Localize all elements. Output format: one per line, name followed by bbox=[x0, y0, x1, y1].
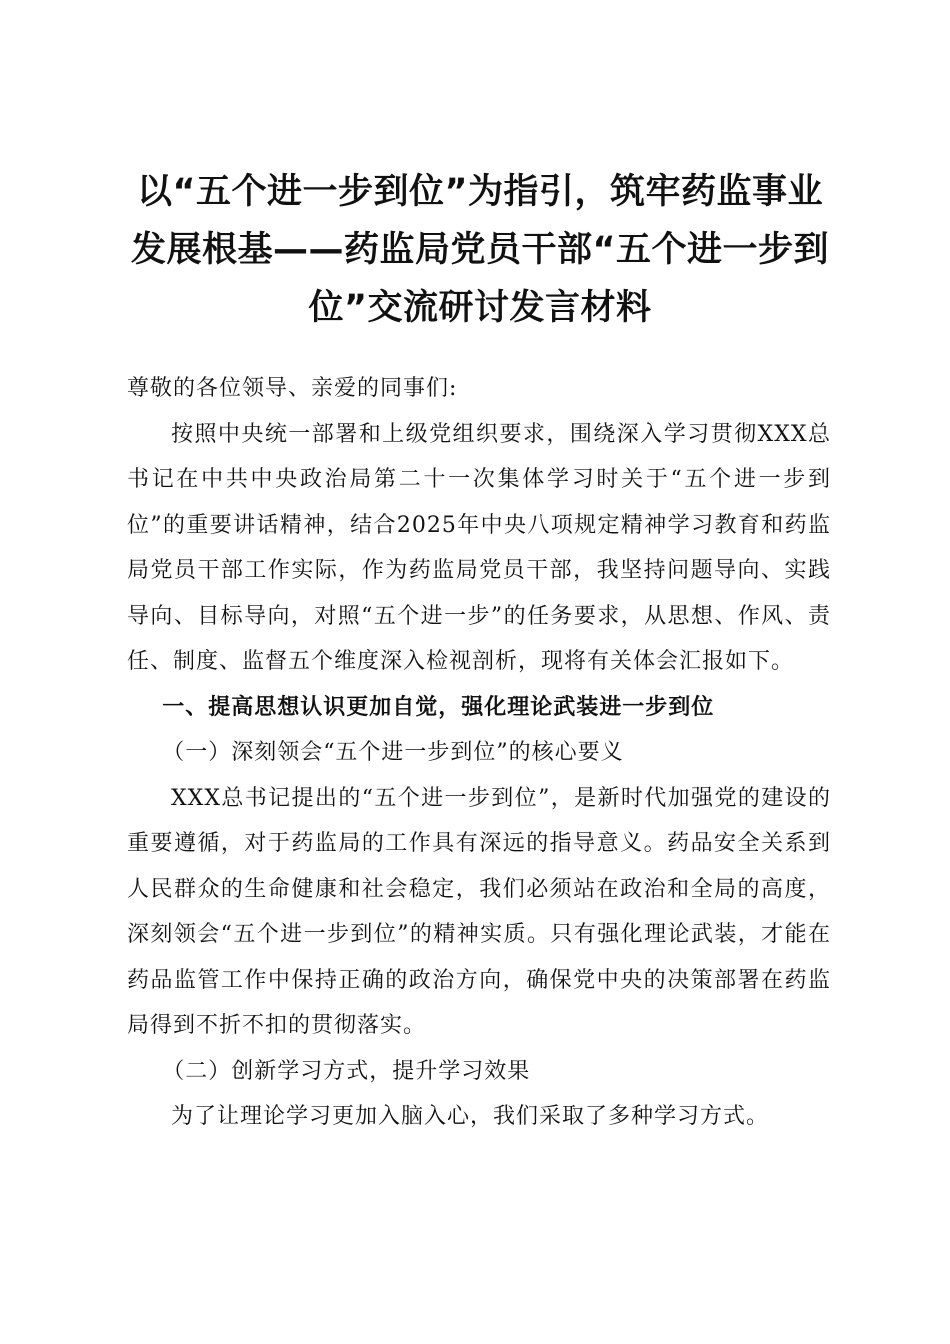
subsection-1-heading: （一）深刻领会“五个进一步到位”的核心要义 bbox=[162, 740, 624, 765]
document-title: 以“五个进一步到位”为指引，筑牢药监事业发展根基——药监局党员干部“五个进一步到位”交流研讨发言材料 bbox=[130, 172, 829, 328]
section-1-heading: 一、提高思想认识更加自觉，强化理论武装进一步到位 bbox=[162, 694, 715, 720]
intro-paragraph: 按照中央统一部署和上级党组织要求，围绕深入学习贯彻XXX总书记在中共中央政治局第二十一次集体学习时关于“五个进一步到位”的重要讲话精神，结合2025年中央八项规定精神学习教育和药监局党员干部工作实际，作为药监局党员干部，我坚持问题导向、实践导向、目标导向，对照“五个进一步”的任务要求，从思想、作风、责任、制度、监督五个维度深入检视剖析，现将有关体会汇报如下。 bbox=[127, 421, 831, 674]
subsection-2-heading: （二）创新学习方式，提升学习效果 bbox=[162, 1058, 531, 1084]
subsection-1-paragraph: XXX总书记提出的“五个进一步到位”，是新时代加强党的建设的重要遵循，对于药监局的工作具有深远的指导意义。药品安全关系到人民群众的生命健康和社会稳定，我们必须站在政治和全局的高度，深刻领会“五个进一步到位”的精神实质。只有强化理论武装，才能在药品监管工作中保持正确的政治方向，确保党中央的决策部署在药监局得到不折不扣的贯彻落实。 bbox=[127, 785, 831, 1038]
document-body bbox=[127, 366, 831, 1140]
subsection-2-paragraph: 为了让理论学习更加入脑入心，我们采取了多种学习方式。 bbox=[171, 1104, 770, 1129]
greeting: 尊敬的各位领导、亲爱的同事们: bbox=[127, 376, 458, 401]
